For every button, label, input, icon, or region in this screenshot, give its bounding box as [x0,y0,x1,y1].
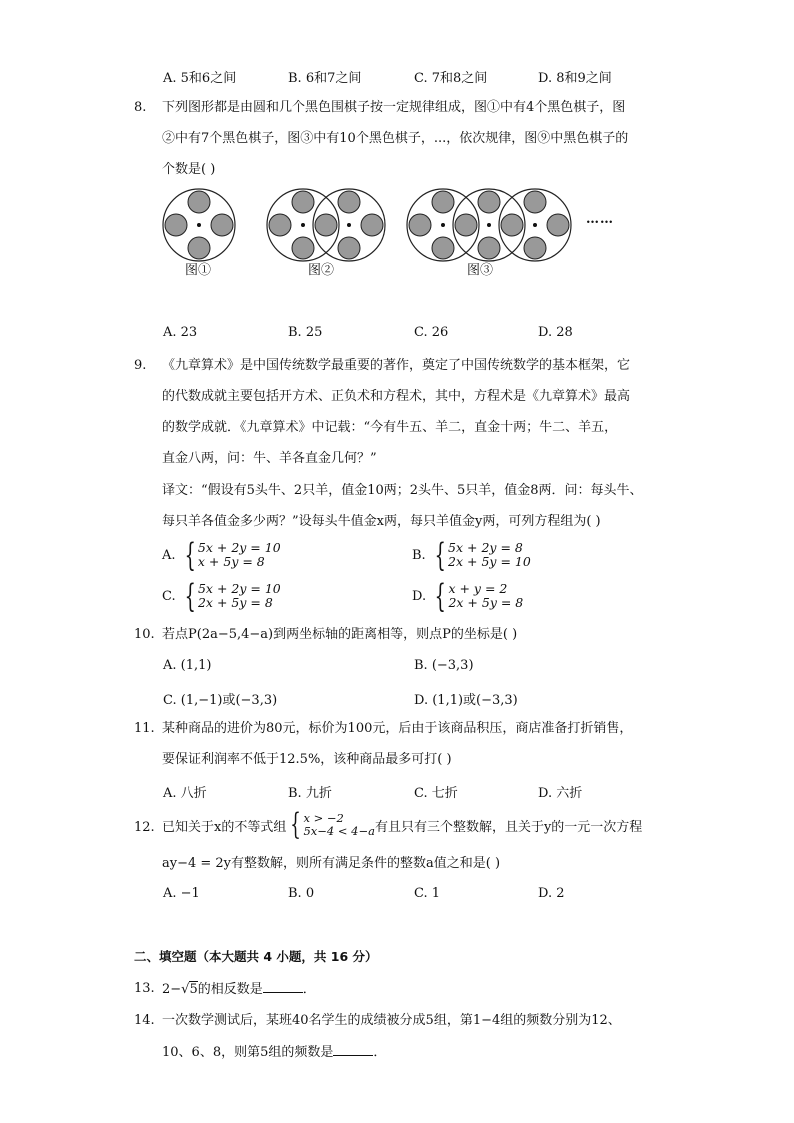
q12-option-b: B. 0 [288,886,315,901]
q10-stem: 若点P(2a−5,4−a)到两坐标轴的距离相等，则点P的坐标是( ) [162,627,518,642]
q9-stem-line-3: 的数学成就．《九章算术》中记载：“今有牛五、羊二，直金十两；牛二、羊五， [162,420,618,435]
q11-number: 11. [134,721,155,736]
q9-number: 9. [134,358,147,373]
q12-option-a: A. −1 [163,886,200,901]
q9-stem-line-6: 每只羊各值金多少两？”设每头牛值金x两，每只羊值金y两，可列方程组为( ) [162,514,601,529]
q9-option-c-eq2: 2x + 5y = 8 [197,595,273,610]
q8-ellipsis: …… [586,212,614,227]
q12-stem-line-1: 已知关于x的不等式组 { x > −2 5x−4 < 4−a 有且只有三个整数解，且关于y的一元一次方程 [162,807,643,842]
q8-figure-3-label: 图③ [467,263,494,278]
q12-number: 12. [134,820,155,835]
q14-number: 14. [134,1013,155,1028]
q9-option-b-label: B. [412,547,426,563]
q14-stem-line-1: 一次数学测试后，某班40名学生的成绩被分成5组，第1−4组的频数分别为12、 [162,1013,621,1028]
q9-option-d: D. { x + y = 2 2x + 5y = 8 [412,577,524,615]
q8-option-b: B. 25 [288,325,323,340]
q7-option-d: D. 8和9之间 [538,71,612,86]
q7-option-b: B. 6和7之间 [288,71,362,86]
sqrt-icon: √ [181,982,190,997]
section-2-heading: 二、填空题（本大题共 4 小题，共 16 分） [134,949,378,964]
q9-option-b-eq1: 5x + 2y = 8 [448,540,523,555]
q11-option-b: B. 九折 [288,786,332,801]
q9-option-a: A. { 5x + 2y = 10 x + 5y = 8 [162,536,281,574]
q9-option-b-eq2: 2x + 5y = 10 [448,554,531,569]
q12-option-c: C. 1 [414,886,441,901]
q9-option-c-eq1: 5x + 2y = 10 [197,581,281,596]
q9-option-d-eq1: x + y = 2 [448,581,508,596]
q11-stem-line-2: 要保证利润率不低于12.5%，该种商品最多可打( ) [162,752,452,767]
q13-stem-post: 的相反数是 [197,982,263,997]
q12-option-d: D. 2 [538,886,565,901]
q11-option-d: D. 六折 [538,786,583,801]
q14-stem-text: 10、6、8，则第5组的频数是 [162,1045,334,1060]
q10-option-d: D. (1,1)或(−3,3) [414,693,518,708]
q11-option-c: C. 七折 [414,786,458,801]
q8-stem-line-3: 个数是( ) [162,162,216,177]
q9-stem-line-2: 的代数成就主要包括开方术、正负术和方程术，其中，方程术是《九章算术》最高 [162,389,631,404]
q14-period: ． [373,1045,387,1060]
q9-option-c: C. { 5x + 2y = 10 2x + 5y = 8 [162,577,281,615]
q13-stem-pre: 2− [162,982,182,997]
q13-period: ． [302,982,316,997]
q12-stem-post: 有且只有三个整数解，且关于y的一元一次方程 [374,819,643,835]
q14-stem-line-2 [162,1043,386,1062]
q8-number: 8. [134,100,147,115]
q8-option-c: C. 26 [414,325,449,340]
q8-figure-1 [160,186,238,264]
q12-system-eq1: x > −2 [303,811,344,825]
q12-stem-pre: 已知关于x的不等式组 [162,819,287,835]
q9-option-a-eq1: 5x + 2y = 10 [197,540,281,555]
q9-option-a-eq2: x + 5y = 8 [197,554,265,569]
q8-figure-3 [404,186,574,264]
q13-answer-blank[interactable] [263,980,303,993]
q8-option-a: A. 23 [163,325,198,340]
q7-option-c: C. 7和8之间 [414,71,488,86]
q10-option-a: A. (1,1) [163,658,212,673]
q7-option-a: A. 5和6之间 [163,71,237,86]
q9-option-c-label: C. [162,588,176,604]
q10-option-c: C. (1,−1)或(−3,3) [163,693,278,708]
q14-answer-blank[interactable] [333,1043,373,1056]
q12-stem-line-2: ay−4 = 2y有整数解，则所有满足条件的整数a值之和是( ) [162,856,501,871]
q8-stem-line-2: ②中有7个黑色棋子，图③中有10个黑色棋子，...，依次规律，图⑨中黑色棋子的 [162,131,629,146]
q9-stem-line-4: 直金八两，问：牛、羊各直金几何？” [162,451,377,466]
q10-option-b: B. (−3,3) [414,658,474,673]
q13-stem [162,980,316,999]
q8-figure-2-label: 图② [308,263,335,278]
q13-radicand: 5 [189,982,198,997]
q8-figure-2 [264,186,388,264]
q8-stem-line-1: 下列图形都是由圆和几个黑色围棋子按一定规律组成，图①中有4个黑色棋子，图 [162,100,626,115]
q9-option-d-eq2: 2x + 5y = 8 [448,595,524,610]
q8-figure-1-label: 图① [185,263,212,278]
q9-option-a-label: A. [162,547,176,563]
q9-stem-line-1: 《九章算术》是中国传统数学最重要的著作，奠定了中国传统数学的基本框架，它 [162,358,631,373]
q9-option-b: B. { 5x + 2y = 8 2x + 5y = 10 [412,536,531,574]
q9-option-d-label: D. [412,588,427,604]
q13-number: 13. [134,981,155,996]
q11-stem-line-1: 某种商品的进价为80元，标价为100元，后由于该商品积压，商店准备打折销售， [162,721,633,736]
q12-system-eq2: 5x−4 < 4−a [303,824,375,838]
q9-stem-line-5: 译文：“假设有5头牛、2只羊，值金10两；2头牛、5只羊，值金8两．问：每头牛、 [162,483,643,498]
q11-option-a: A. 八折 [163,786,207,801]
q10-number: 10. [134,627,155,642]
q8-option-d: D. 28 [538,325,573,340]
